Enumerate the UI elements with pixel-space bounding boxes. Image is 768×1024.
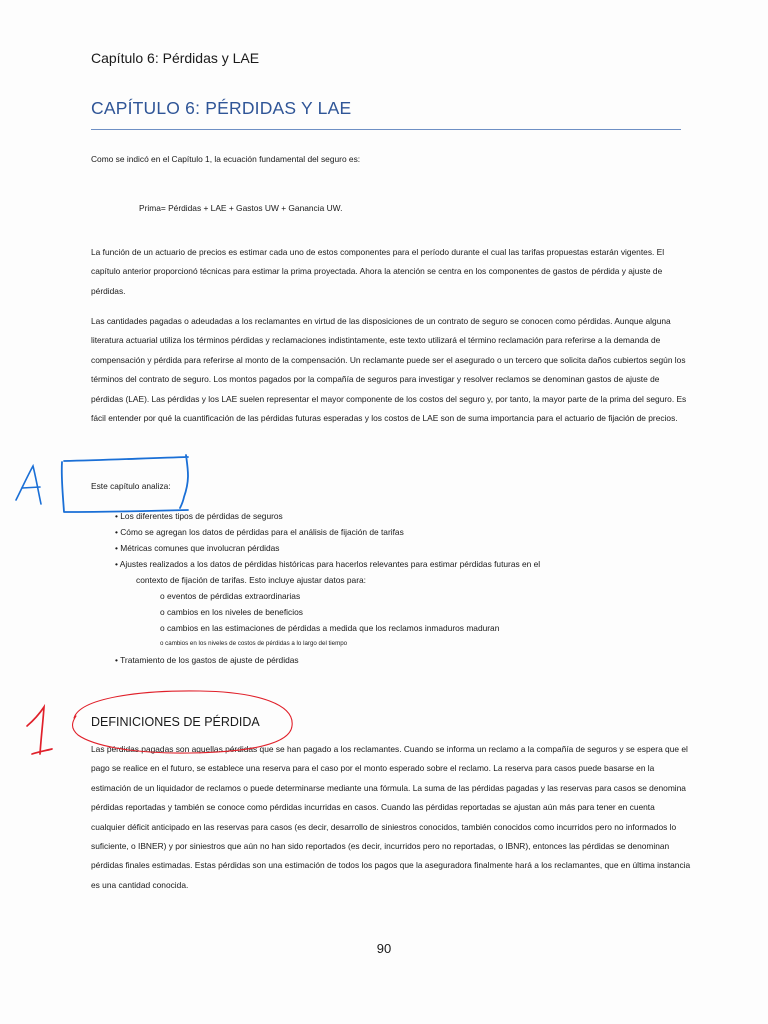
list-item: • Métricas comunes que involucran pérdidas	[115, 543, 280, 553]
page-number: 90	[376, 941, 392, 956]
section-body: Las pérdidas pagadas son aquellas pérdidas que se han pagado a los reclamantes. Cuando se informa un reclamo a la compañía de seguros y se espera que el pago se realice en el futuro, se establece una reserva para el caso por el monto esperado sobre el reclamo. La reserva para casos puede basarse en la estimación de un liquidador de reclamos o puede determinarse mediante una fórmula. La suma de las pérdidas pagadas y las reservas para casos se denomina pérdidas reportadas y también se conoce como pérdidas incurridas en casos. Cuando las pérdidas reportadas se ajustan aún más para tener en cuenta cualquier déficit anticipado en las reservas para casos (es decir, desarrollo de siniestros conocidos, también conocidos como incurridos pero no informados lo suficiente, o IBNER) y por siniestros que aún no han sido reportados (es decir, incurridos pero no reportadas, o IBNR), entonces las pérdidas se denominan pérdidas finales estimadas. Estas pérdidas son una estimación de todos los pagos que la aseguradora finalmente hará a los reclamantes, que en última instancia es una cantidad conocida.	[91, 744, 691, 890]
chapter-title: CAPÍTULO 6: PÉRDIDAS Y LAE	[91, 98, 352, 118]
list-item: • Tratamiento de los gastos de ajuste de pérdidas	[115, 655, 299, 665]
list-subitem: o cambios en las estimaciones de pérdidas a medida que los reclamos inmaduros maduran	[160, 623, 500, 633]
list-subitem: o eventos de pérdidas extraordinarias	[160, 591, 301, 601]
analysis-list	[115, 508, 675, 668]
list-item-continuation: contexto de fijación de tarifas. Esto incluye ajustar datos para:	[136, 575, 366, 585]
list-item: • Cómo se agregan los datos de pérdidas para el análisis de fijación de tarifas	[115, 527, 404, 537]
handwritten-number-one	[27, 707, 52, 754]
list-item: • Ajustes realizados a los datos de pérdidas históricas para hacerlos relevantes para estimar pérdidas futuras en el	[115, 559, 541, 569]
title-divider	[91, 129, 681, 130]
paragraph-2: Las cantidades pagadas o adeudadas a los reclamantes en virtud de las disposiciones de un contrato de seguro se conocen como pérdidas. Aunque alguna literatura actuarial utiliza los términos pérdidas y reclamaciones indistintamente, este texto utilizará el término reclamación para referirse a la demanda de compensación y pérdida para referirse al monto de la compensación. Un reclamante puede ser el asegurado o un tercero que solicita daños cubiertos según los términos del contrato de seguro. Los montos pagados por la compañía de seguros para investigar y resolver reclamos se denominan gastos de ajuste de pérdidas (LAE). Las pérdidas y los LAE suelen representar el mayor componente de los costos del seguro y, por tanto, la mayor parte de la prima del seguro. Es fácil entender por qué la cuantificación de las pérdidas futuras esperadas y los costos de LAE son de suma importancia para el actuario de fijación de precios.	[91, 316, 687, 424]
handwritten-letter-a	[16, 466, 41, 504]
intro-text: Como se indicó en el Capítulo 1, la ecuación fundamental del seguro es:	[91, 154, 361, 164]
section-title: DEFINICIONES DE PÉRDIDA	[91, 715, 260, 729]
formula-text: Prima= Pérdidas + LAE + Gastos UW + Ganancia UW.	[139, 203, 343, 213]
paragraph-1: La función de un actuario de precios es estimar cada uno de estos componentes para el período durante el cual las tarifas propuestas estarán vigentes. El capítulo anterior proporcionó técnicas para estimar la prima proyectada. Ahora la atención se centra en los componentes de gastos de pérdida y ajuste de pérdidas.	[91, 247, 665, 296]
running-header: Capítulo 6: Pérdidas y LAE	[91, 50, 260, 66]
analysis-lead: Este capítulo analiza:	[91, 481, 171, 491]
list-subitem: o cambios en los niveles de costos de pérdidas a lo largo del tiempo	[160, 640, 348, 647]
list-subitem: o cambios en los niveles de beneficios	[160, 607, 303, 617]
list-item: • Los diferentes tipos de pérdidas de seguros	[115, 511, 283, 521]
